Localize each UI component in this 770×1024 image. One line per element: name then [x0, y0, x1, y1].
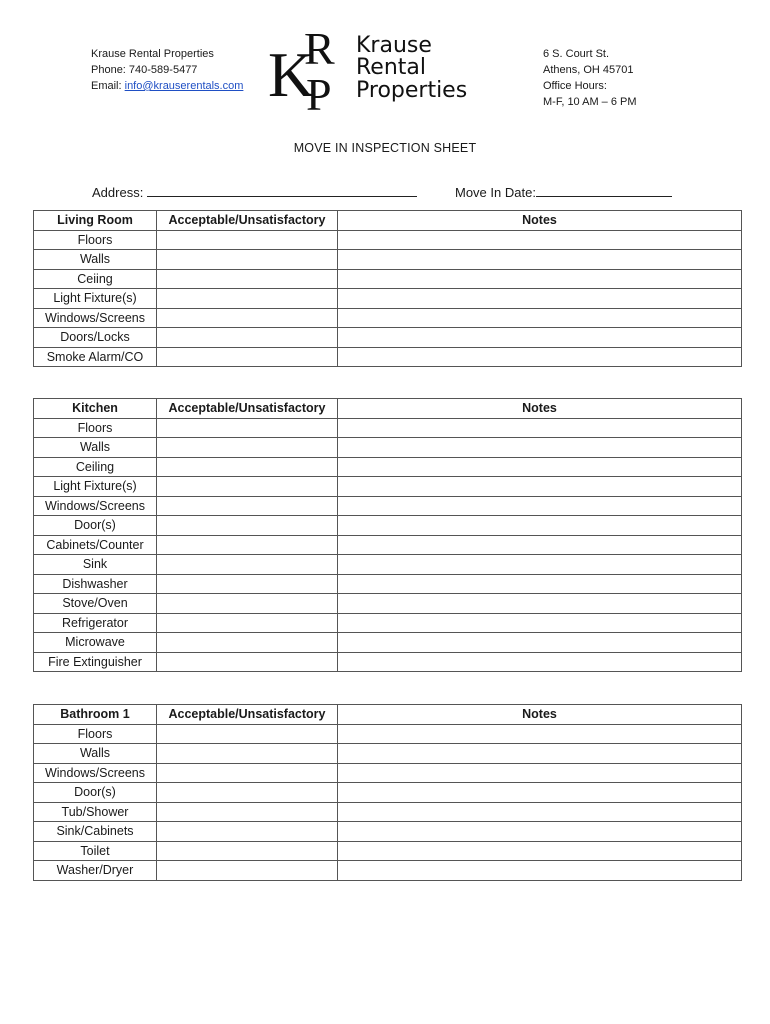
status-cell[interactable] — [157, 652, 338, 672]
status-cell[interactable] — [157, 594, 338, 614]
status-cell[interactable] — [157, 633, 338, 653]
status-cell[interactable] — [157, 496, 338, 516]
notes-cell[interactable] — [338, 289, 742, 309]
inspection-table-living-room — [33, 210, 742, 367]
logo-word-krause: Krause — [356, 33, 432, 58]
table-row — [34, 744, 742, 764]
inspection-item: Tub/Shower — [34, 802, 157, 822]
table-row — [34, 418, 742, 438]
inspection-item: Door(s) — [34, 783, 157, 803]
inspection-item: Light Fixture(s) — [34, 289, 157, 309]
status-cell[interactable] — [157, 802, 338, 822]
inspection-item: Windows/Screens — [34, 496, 157, 516]
inspection-item: Walls — [34, 744, 157, 764]
company-name: Krause Rental Properties — [91, 48, 214, 60]
address-field — [92, 182, 417, 200]
inspection-item: Doors/Locks — [34, 328, 157, 348]
table-row — [34, 308, 742, 328]
table-row — [34, 594, 742, 614]
notes-cell[interactable] — [338, 783, 742, 803]
logo-letter-r: R — [304, 24, 335, 74]
logo-letter-k: K — [268, 39, 315, 110]
inspection-item: Door(s) — [34, 516, 157, 536]
status-cell[interactable] — [157, 861, 338, 881]
table-header-row — [34, 705, 742, 725]
inspection-item: Sink — [34, 555, 157, 575]
status-cell[interactable] — [157, 347, 338, 367]
inspection-item: Stove/Oven — [34, 594, 157, 614]
status-column-header: Acceptable/Unsatisfactory — [157, 211, 338, 231]
status-cell[interactable] — [157, 230, 338, 250]
notes-cell[interactable] — [338, 535, 742, 555]
inspection-item: Light Fixture(s) — [34, 477, 157, 497]
inspection-item: Walls — [34, 250, 157, 270]
status-cell[interactable] — [157, 418, 338, 438]
notes-cell[interactable] — [338, 308, 742, 328]
movein-date-field — [455, 182, 672, 200]
inspection-item: Windows/Screens — [34, 763, 157, 783]
table-row — [34, 438, 742, 458]
status-cell[interactable] — [157, 783, 338, 803]
address-input-line[interactable] — [147, 182, 417, 197]
notes-cell[interactable] — [338, 652, 742, 672]
table-row — [34, 477, 742, 497]
table-row — [34, 555, 742, 575]
notes-cell[interactable] — [338, 269, 742, 289]
inspection-item: Cabinets/Counter — [34, 535, 157, 555]
table-row — [34, 633, 742, 653]
status-cell[interactable] — [157, 289, 338, 309]
notes-cell[interactable] — [338, 594, 742, 614]
status-cell[interactable] — [157, 744, 338, 764]
notes-column-header: Notes — [338, 705, 742, 725]
status-column-header: Acceptable/Unsatisfactory — [157, 399, 338, 419]
table-row — [34, 328, 742, 348]
inspection-item: Smoke Alarm/CO — [34, 347, 157, 367]
email-label: Email: — [91, 80, 125, 92]
email-link[interactable]: info@krauserentals.com — [124, 80, 244, 92]
status-cell[interactable] — [157, 457, 338, 477]
notes-cell[interactable] — [338, 613, 742, 633]
status-cell[interactable] — [157, 535, 338, 555]
table-row — [34, 535, 742, 555]
status-cell[interactable] — [157, 477, 338, 497]
notes-cell[interactable] — [338, 841, 742, 861]
inspection-item: Refrigerator — [34, 613, 157, 633]
office-info — [543, 46, 637, 110]
status-column-header: Acceptable/Unsatisfactory — [157, 705, 338, 725]
notes-cell[interactable] — [338, 230, 742, 250]
notes-cell[interactable] — [338, 822, 742, 842]
room-name: Bathroom 1 — [34, 705, 157, 725]
notes-cell[interactable] — [338, 250, 742, 270]
inspection-table-bathroom-1 — [33, 704, 742, 881]
table-row — [34, 783, 742, 803]
notes-cell[interactable] — [338, 861, 742, 881]
status-cell[interactable] — [157, 438, 338, 458]
notes-cell[interactable] — [338, 457, 742, 477]
room-name: Kitchen — [34, 399, 157, 419]
table-row — [34, 841, 742, 861]
sheet-title: MOVE IN INSPECTION SHEET — [293, 141, 477, 155]
notes-cell[interactable] — [338, 418, 742, 438]
notes-cell[interactable] — [338, 496, 742, 516]
company-contact — [91, 46, 243, 94]
status-cell[interactable] — [157, 555, 338, 575]
status-cell[interactable] — [157, 724, 338, 744]
room-name: Living Room — [34, 211, 157, 231]
status-cell[interactable] — [157, 763, 338, 783]
notes-cell[interactable] — [338, 347, 742, 367]
inspection-item: Toilet — [34, 841, 157, 861]
notes-cell[interactable] — [338, 802, 742, 822]
notes-cell[interactable] — [338, 744, 742, 764]
table-row — [34, 652, 742, 672]
status-cell[interactable] — [157, 269, 338, 289]
inspection-table-kitchen — [33, 398, 742, 672]
notes-cell[interactable] — [338, 328, 742, 348]
inspection-item: Floors — [34, 230, 157, 250]
table-row — [34, 613, 742, 633]
status-cell[interactable] — [157, 822, 338, 842]
logo-word-rental: Rental — [356, 55, 426, 80]
notes-cell[interactable] — [338, 763, 742, 783]
logo-word-properties: Properties — [356, 78, 468, 103]
inspection-item: Ceiling — [34, 457, 157, 477]
notes-cell[interactable] — [338, 633, 742, 653]
table-row — [34, 289, 742, 309]
table-header-row — [34, 399, 742, 419]
company-phone: Phone: 740-589-5477 — [91, 64, 198, 76]
table-row — [34, 230, 742, 250]
office-hours: M-F, 10 AM – 6 PM — [543, 96, 637, 108]
company-logo — [266, 24, 506, 114]
status-cell[interactable] — [157, 308, 338, 328]
notes-cell[interactable] — [338, 555, 742, 575]
table-row — [34, 496, 742, 516]
table-row — [34, 802, 742, 822]
notes-column-header: Notes — [338, 399, 742, 419]
movein-date-label: Move In Date: — [455, 185, 536, 200]
notes-cell[interactable] — [338, 477, 742, 497]
inspection-item: Washer/Dryer — [34, 861, 157, 881]
table-row — [34, 763, 742, 783]
inspection-item: Windows/Screens — [34, 308, 157, 328]
address-label: Address: — [92, 185, 144, 200]
notes-cell[interactable] — [338, 724, 742, 744]
status-cell[interactable] — [157, 516, 338, 536]
status-cell[interactable] — [157, 250, 338, 270]
table-row — [34, 822, 742, 842]
inspection-item: Floors — [34, 724, 157, 744]
movein-date-input-line[interactable] — [536, 182, 672, 197]
table-row — [34, 269, 742, 289]
inspection-item: Walls — [34, 438, 157, 458]
status-cell[interactable] — [157, 613, 338, 633]
krp-monogram-logo — [266, 24, 506, 114]
table-row — [34, 250, 742, 270]
inspection-item: Microwave — [34, 633, 157, 653]
table-row — [34, 861, 742, 881]
logo-letter-p: P — [306, 69, 332, 114]
table-row — [34, 347, 742, 367]
status-cell[interactable] — [157, 841, 338, 861]
office-address-city: Athens, OH 45701 — [543, 64, 634, 76]
company-email-row — [91, 78, 243, 94]
inspection-item: Floors — [34, 418, 157, 438]
office-address-street: 6 S. Court St. — [543, 48, 610, 60]
table-row — [34, 516, 742, 536]
table-row — [34, 724, 742, 744]
inspection-item: Fire Extinguisher — [34, 652, 157, 672]
notes-cell[interactable] — [338, 438, 742, 458]
table-row — [34, 574, 742, 594]
office-hours-label: Office Hours: — [543, 80, 607, 92]
table-header-row — [34, 211, 742, 231]
status-cell[interactable] — [157, 574, 338, 594]
status-cell[interactable] — [157, 328, 338, 348]
inspection-item: Ceiing — [34, 269, 157, 289]
inspection-item: Sink/Cabinets — [34, 822, 157, 842]
notes-cell[interactable] — [338, 516, 742, 536]
notes-cell[interactable] — [338, 574, 742, 594]
notes-column-header: Notes — [338, 211, 742, 231]
table-row — [34, 457, 742, 477]
inspection-item: Dishwasher — [34, 574, 157, 594]
